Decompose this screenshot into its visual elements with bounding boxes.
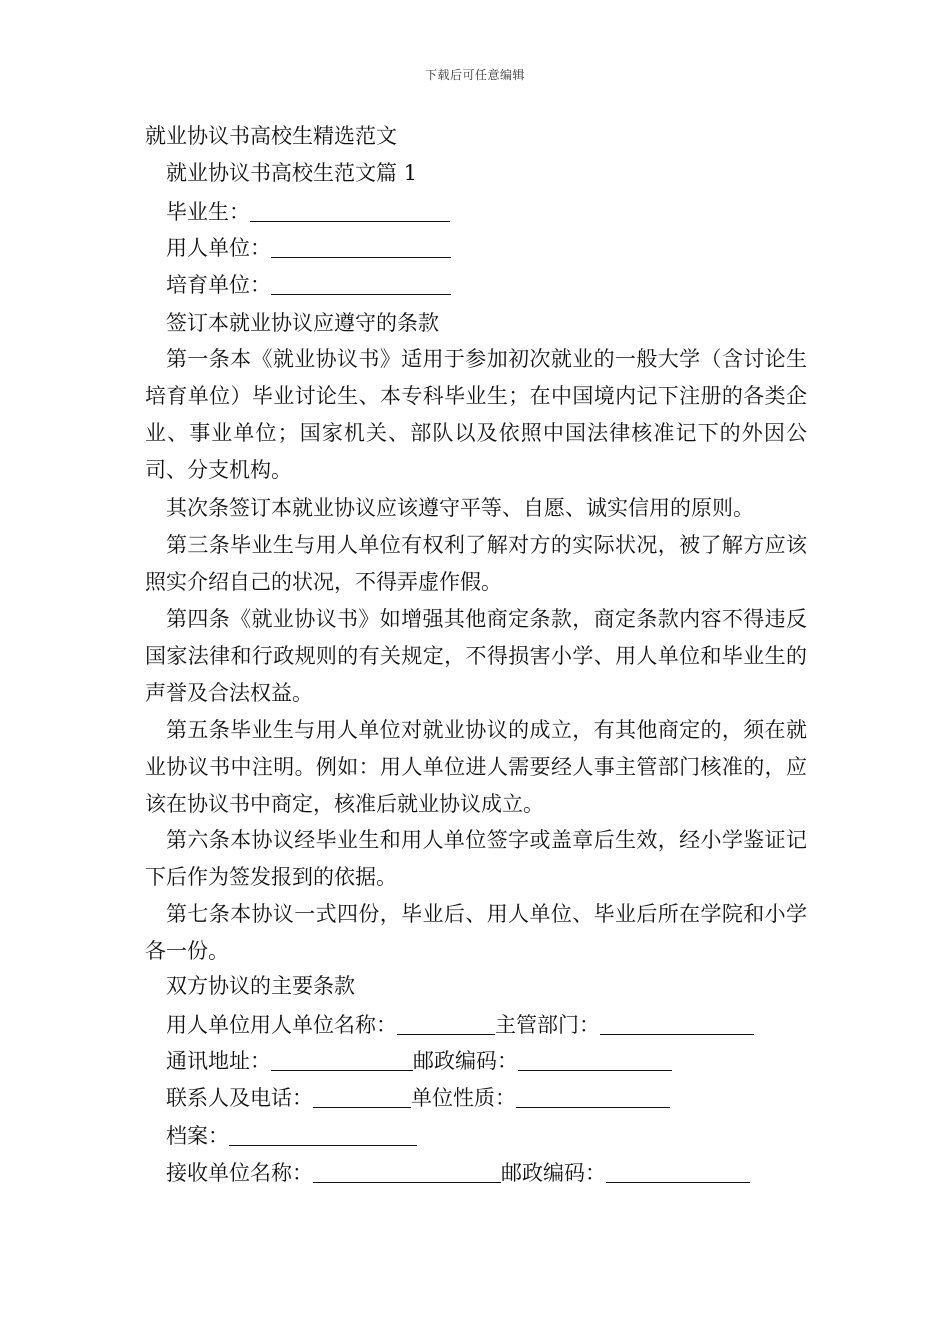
address-label: 通讯地址： xyxy=(166,1049,271,1073)
employer-label: 用人单位： xyxy=(166,236,271,260)
form-row-address xyxy=(166,1047,672,1075)
employer-name-label: 用人单位用人单位名称： xyxy=(166,1013,397,1037)
receiver-name-blank xyxy=(313,1160,501,1183)
article-1: 第一条本《就业协议书》适用于参加初次就业的一般大学（含讨论生培育单位）毕业讨论生、本专科毕业生；在中国境内记下注册的各类企业、事业单位；国家机关、部队以及依照中国法律核准记下的外因公司、分支机构。 xyxy=(145,347,807,482)
section-heading-main-terms: 双方协议的主要条款 xyxy=(166,974,355,998)
article-6: 第六条本协议经毕业生和用人单位签字或盖章后生效，经小学鉴证记下后作为签发报到的依据。 xyxy=(145,828,807,889)
employer-field xyxy=(166,234,451,262)
receiver-name-label: 接收单位名称： xyxy=(166,1161,313,1185)
address-blank xyxy=(271,1048,413,1071)
graduate-label: 毕业生： xyxy=(166,200,250,224)
training-unit-label: 培育单位： xyxy=(166,273,271,297)
page-header-note: 下载后可任意编辑 xyxy=(424,68,525,82)
article-5: 第五条毕业生与用人单位对就业协议的成立，有其他商定的，须在就业协议书中注明。例如：用人单位进人需要经人事主管部门核准的，应该在协议书中商定，核准后就业协议成立。 xyxy=(145,718,807,816)
employer-name-blank xyxy=(397,1012,495,1035)
section-heading-terms: 签订本就业协议应遵守的条款 xyxy=(166,311,439,335)
supervisor-label: 主管部门： xyxy=(495,1013,600,1037)
postcode2-blank xyxy=(606,1160,750,1183)
postcode1-label: 邮政编码： xyxy=(413,1049,518,1073)
document-subtitle: 就业协议书高校生范文篇 1 xyxy=(166,161,418,185)
contact-blank xyxy=(313,1085,411,1108)
unit-type-label: 单位性质： xyxy=(411,1086,516,1110)
employer-blank xyxy=(271,235,451,258)
postcode1-blank xyxy=(518,1048,672,1071)
unit-type-blank xyxy=(516,1085,670,1108)
archive-label: 档案： xyxy=(166,1124,229,1148)
article-4: 第四条《就业协议书》如增强其他商定条款，商定条款内容不得违反国家法律和行政规则的有关规定，不得损害小学、用人单位和毕业生的声誉及合法权益。 xyxy=(145,607,807,705)
article-3: 第三条毕业生与用人单位有权利了解对方的实际状况，被了解方应该照实介绍自己的状况，不得弄虚作假。 xyxy=(145,533,807,594)
document-title: 就业协议书高校生精选范文 xyxy=(145,124,397,148)
training-unit-blank xyxy=(271,272,451,295)
article-7: 第七条本协议一式四份，毕业后、用人单位、毕业后所在学院和小学各一份。 xyxy=(145,902,807,963)
training-unit-field xyxy=(166,271,451,299)
graduate-blank xyxy=(250,199,450,222)
article-2: 其次条签订本就业协议应该遵守平等、自愿、诚实信用的原则。 xyxy=(166,496,754,520)
form-row-receiver xyxy=(166,1159,750,1187)
contact-label: 联系人及电话： xyxy=(166,1086,313,1110)
postcode2-label: 邮政编码： xyxy=(501,1161,606,1185)
archive-blank xyxy=(229,1123,417,1146)
supervisor-blank xyxy=(600,1012,754,1035)
form-row-archive xyxy=(166,1122,417,1150)
graduate-field xyxy=(166,198,450,226)
form-row-contact xyxy=(166,1084,670,1112)
form-row-employer xyxy=(166,1011,754,1039)
